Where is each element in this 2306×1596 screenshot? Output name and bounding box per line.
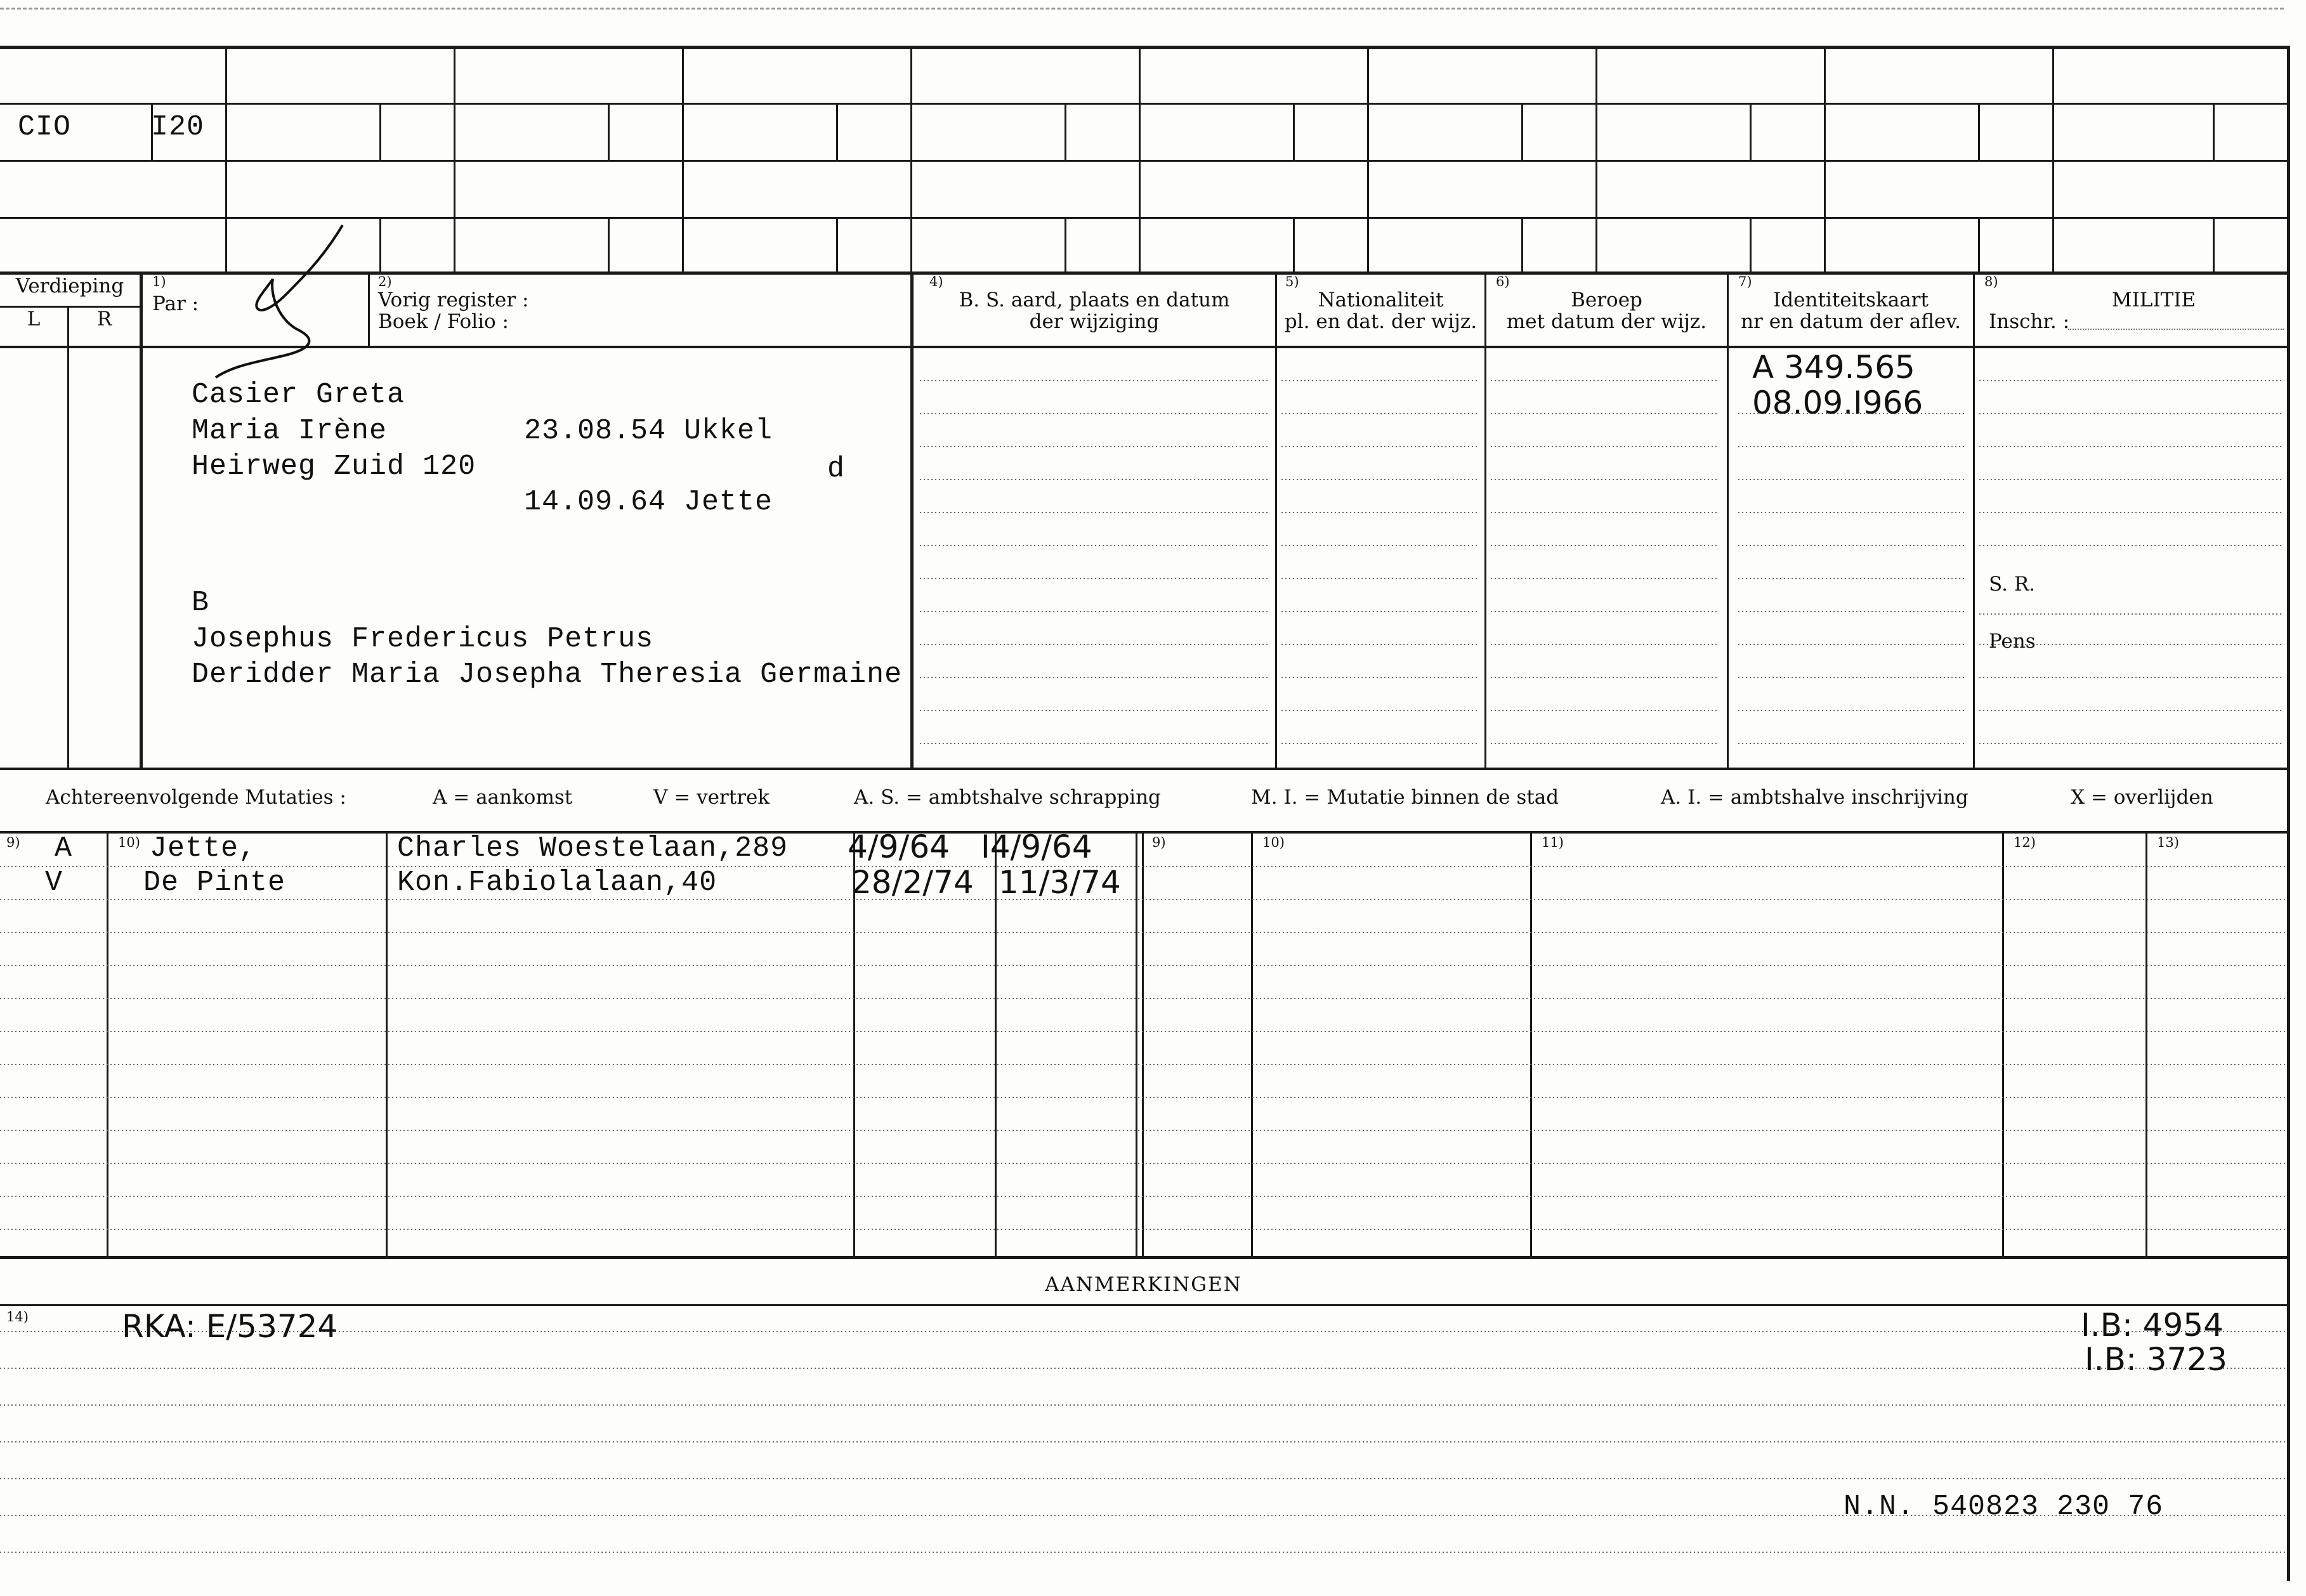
person-mark: d [827,453,846,485]
person-date2: 14.09.64 Jette [524,486,773,518]
sr-label: S. R. [1989,573,2036,596]
mutation-place: De Pinte [143,867,286,899]
r-label: R [96,308,112,330]
mut-col10b-num: 10) [1262,835,1285,850]
code-cio: CIO [18,111,72,143]
mutation-type: A [54,832,72,865]
par-label: Par : [152,292,199,315]
grid-vline-minor [1293,219,1295,271]
grid-vline-minor [379,105,381,160]
legend-a: A = aankomst [433,786,573,809]
grid-vline-minor [1293,105,1295,160]
id-card-number: A 349.565 [1752,349,1915,386]
grid-vline-minor [1750,105,1752,160]
grid-vline-minor [2213,219,2215,271]
grid-hline [0,160,2287,162]
remarks-rka: RKA: E/53724 [122,1308,338,1345]
nat-num: 5) [1285,274,1299,289]
militie-label: MILITIE [2111,289,2196,311]
person-name: Casier Greta [192,379,405,411]
remarks-ib2: I.B: 3723 [2085,1341,2227,1378]
grid-vline-minor [1978,219,1980,271]
inschr-label: Inschr. : [1989,310,2070,333]
grid-vline [2052,49,2054,271]
grid-vline [1367,49,1369,271]
pens-label: Pens [1989,630,2036,653]
person-b: B [192,587,210,619]
perforation-line [0,8,2284,10]
grid-hline [0,103,2287,105]
ber-label-2: met datum der wijz. [1506,310,1707,333]
grid-vline-minor [836,219,838,271]
remarks-title: AANMERKINGEN [1045,1273,1242,1296]
mutation-address: Charles Woestelaan,289 [397,832,789,865]
legend-as: A. S. = ambtshalve schrapping [854,786,1161,809]
id-label-2: nr en datum der aflev. [1741,310,1961,333]
grid-vline-minor [379,219,381,271]
mut-col13b-num: 13) [2157,835,2179,850]
bs-num: 4) [929,274,943,289]
l-label: L [27,308,41,330]
right-border [2287,46,2290,1581]
remarks-nn: N.N. 540823 230 76 [1844,1491,2164,1523]
ruled-area [914,348,2287,769]
grid-vline [1824,49,1826,271]
mut-col11b-num: 11) [1542,835,1564,850]
top-border [0,46,2290,49]
mut-col9-num: 9) [6,835,20,850]
mut-col10-num: 10) [118,835,140,850]
person-given-names: Maria Irène [192,415,388,447]
mutation-address: Kon.Fabiolalaan,40 [397,867,717,899]
grid-vline-minor [1521,219,1523,271]
grid-vline-minor [836,105,838,160]
grid-vline [454,49,455,271]
grid-vline-minor [1065,105,1066,160]
mut-col9b-num: 9) [1152,835,1166,850]
grid-vline-minor [1065,219,1066,271]
id-num: 7) [1738,274,1752,289]
legend-v: V = vertrek [653,786,770,809]
grid-vline-minor [608,105,610,160]
id-label-1: Identiteitskaart [1773,289,1929,311]
col-divider [368,275,370,348]
person-address: Heirweg Zuid 120 [192,450,476,483]
mutation-date2: I4/9/64 [981,828,1092,865]
mutation-date1: 28/2/74 [851,864,974,901]
grid-vline-minor [1978,105,1980,160]
boek-folio-label: Boek / Folio : [378,310,509,333]
grid-vline-minor [608,219,610,271]
col-divider [140,275,143,769]
legend-mi: M. I. = Mutatie binnen de stad [1251,786,1559,809]
ber-num: 6) [1496,274,1510,289]
legend-x: X = overlijden [2071,786,2213,809]
person-birth: 23.08.54 Ukkel [524,415,773,447]
code-i20: I20 [151,111,205,143]
mutation-place: Jette, [150,832,257,865]
remarks-num: 14) [6,1309,29,1325]
grid-vline-minor [1521,105,1523,160]
mutation-date1: 4/9/64 [848,828,950,865]
bs-label-1: B. S. aard, plaats en datum [959,289,1230,311]
verdieping-label: Verdieping [15,275,124,298]
remarks-ruling [0,1306,2287,1579]
signature-scribble [209,219,362,396]
mutations-ruling [0,834,2287,1256]
bs-label-2: der wijziging [1029,310,1160,333]
grid-vline-minor [2213,105,2215,160]
mil-num: 8) [1984,274,1998,289]
mutation-date2: 11/3/74 [999,864,1121,901]
person-mother: Deridder Maria Josepha Theresia Germaine [192,658,903,691]
vorig-register-label: Vorig register : [378,289,529,311]
grid-vline-minor [1750,219,1752,271]
id-card-date: 08.09.I966 [1752,384,1923,421]
par-num: 1) [152,274,166,289]
grid-vline [1595,49,1597,271]
nat-label-2: pl. en dat. der wijz. [1284,310,1477,333]
grid-vline [682,49,684,271]
person-father: Josephus Fredericus Petrus [192,623,654,655]
ber-label-1: Beroep [1571,289,1642,311]
legend-ai: A. I. = ambtshalve inschrijving [1661,786,1969,809]
section-line [0,768,2287,770]
inschr-line [2068,329,2284,330]
nat-label-1: Nationaliteit [1318,289,1444,311]
verdieping-split [0,306,140,308]
grid-vline [1139,49,1141,271]
lr-divider [67,306,69,769]
vorig-num: 2) [378,274,392,289]
mutations-bottom-line [0,1256,2287,1259]
mutation-type: V [44,867,63,899]
remarks-ib1: I.B: 4954 [2081,1307,2224,1344]
mut-col12b-num: 12) [2014,835,2036,850]
legend-intro: Achtereenvolgende Mutaties : [46,786,346,809]
grid-vline [910,49,912,271]
